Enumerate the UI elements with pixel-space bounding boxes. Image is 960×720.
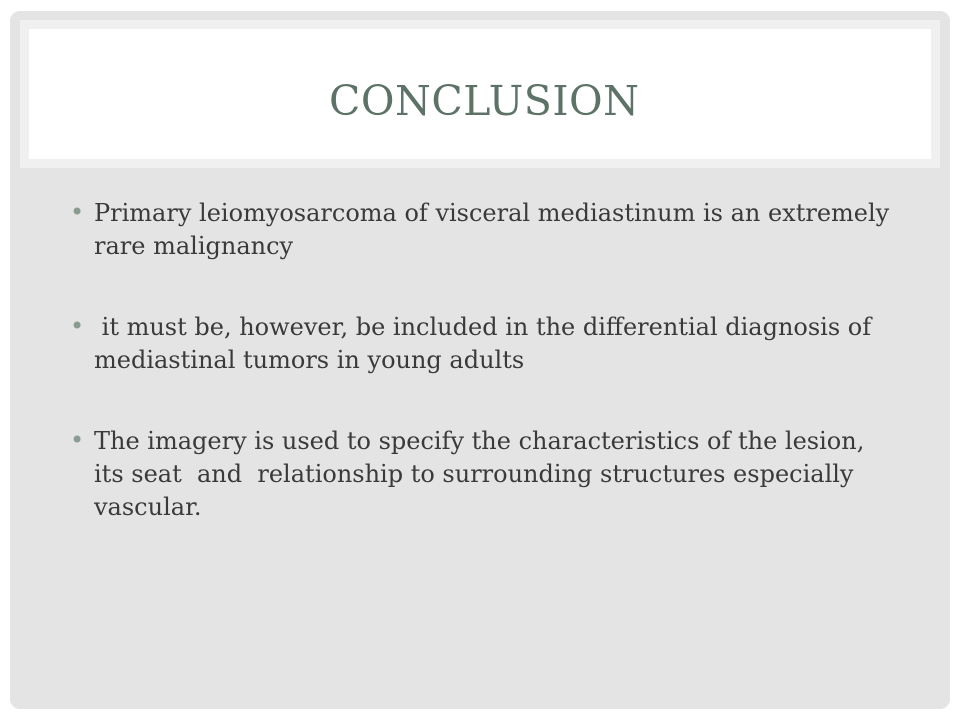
bullet-list	[68, 197, 898, 572]
bullet-text: Primary leiomyosarcoma of visceral mediastinum is an extremely rare malignancy	[94, 199, 890, 260]
bullet-marker: •	[70, 198, 85, 226]
slide	[10, 11, 950, 709]
bullet-item	[68, 197, 898, 263]
title-box	[29, 29, 931, 159]
bullet-text: The imagery is used to specify the characteristics of the lesion, its seat and relationship to surrounding structures especially vascular.	[94, 427, 872, 521]
bullet-item	[68, 425, 898, 524]
slide-title: CONCLUSION	[329, 77, 640, 125]
bullet-marker: •	[70, 312, 85, 340]
bullet-item	[68, 311, 898, 377]
bullet-marker: •	[70, 426, 85, 454]
bullet-text: it must be, however, be included in the differential diagnosis of mediastinal tumors in young adults	[94, 313, 879, 374]
